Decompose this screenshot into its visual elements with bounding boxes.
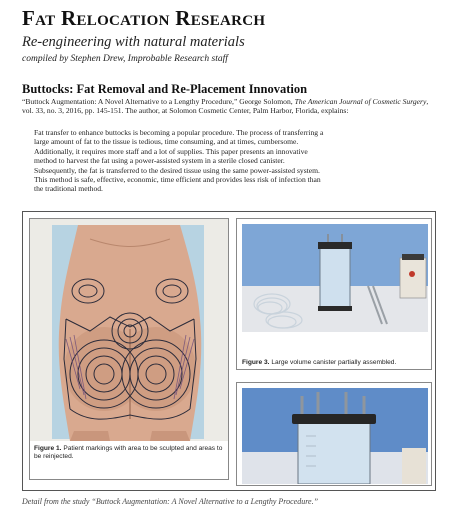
page-title: Fat Relocation Research	[22, 6, 266, 30]
page-subtitle: Re-engineering with natural materials	[22, 34, 245, 50]
figure-3-photo	[242, 224, 428, 332]
figure-canister-photo	[242, 388, 428, 484]
figure-canister-panel	[236, 382, 432, 486]
figure-1-caption	[34, 445, 224, 462]
figure-box	[22, 211, 436, 491]
article-heading: Buttocks: Fat Removal and Re-Placement Innovation	[22, 82, 308, 96]
citation-text-end: , vol. 33, no. 3, 2016, pp. 145-151. The author, at Solomon Cosmetic Center, Palm Harbor, Florida, explains:	[22, 97, 429, 116]
figure-1-label: Figure 1.	[34, 445, 62, 452]
figure-3-panel	[236, 218, 432, 370]
figure-source-note: Detail from the study “Buttock Augmentation: A Novel Alternative to a Lengthy Procedure.”	[22, 497, 319, 506]
figure-3-caption	[242, 359, 428, 367]
figure-1-photo	[30, 219, 228, 441]
abstract-quote: Fat transfer to enhance buttocks is becoming a popular procedure. The process of transferring a large amount of fat to the tissue is tedious, time consuming, and at times, cumbersome. Additionally, it requires more staff and a lot of supplies. This paper presents an innovative method to harvest the fat using a power-assisted system in a sterile closed canister. Subsequently, the fat is transferred to the desired tissue using the same power-assisted system. This method is safe, effective, economic, time efficient and provides less risk of infection than the traditional method.	[34, 128, 324, 194]
citation	[22, 97, 432, 115]
figure-1-panel	[29, 218, 229, 480]
figure-1-caption-text: Patient markings with area to be sculpted and areas to be reinjected.	[34, 445, 223, 461]
figure-3-caption-text: Large volume canister partially assembled.	[271, 359, 397, 366]
figure-3-label: Figure 3.	[242, 359, 270, 366]
citation-text: “Buttock Augmentation: A Novel Alternative to a Lengthy Procedure,” George Solomon,	[22, 97, 293, 106]
citation-journal: The American Journal of Cosmetic Surgery	[294, 97, 427, 106]
byline: compiled by Stephen Drew, Improbable Research staff	[22, 54, 228, 64]
